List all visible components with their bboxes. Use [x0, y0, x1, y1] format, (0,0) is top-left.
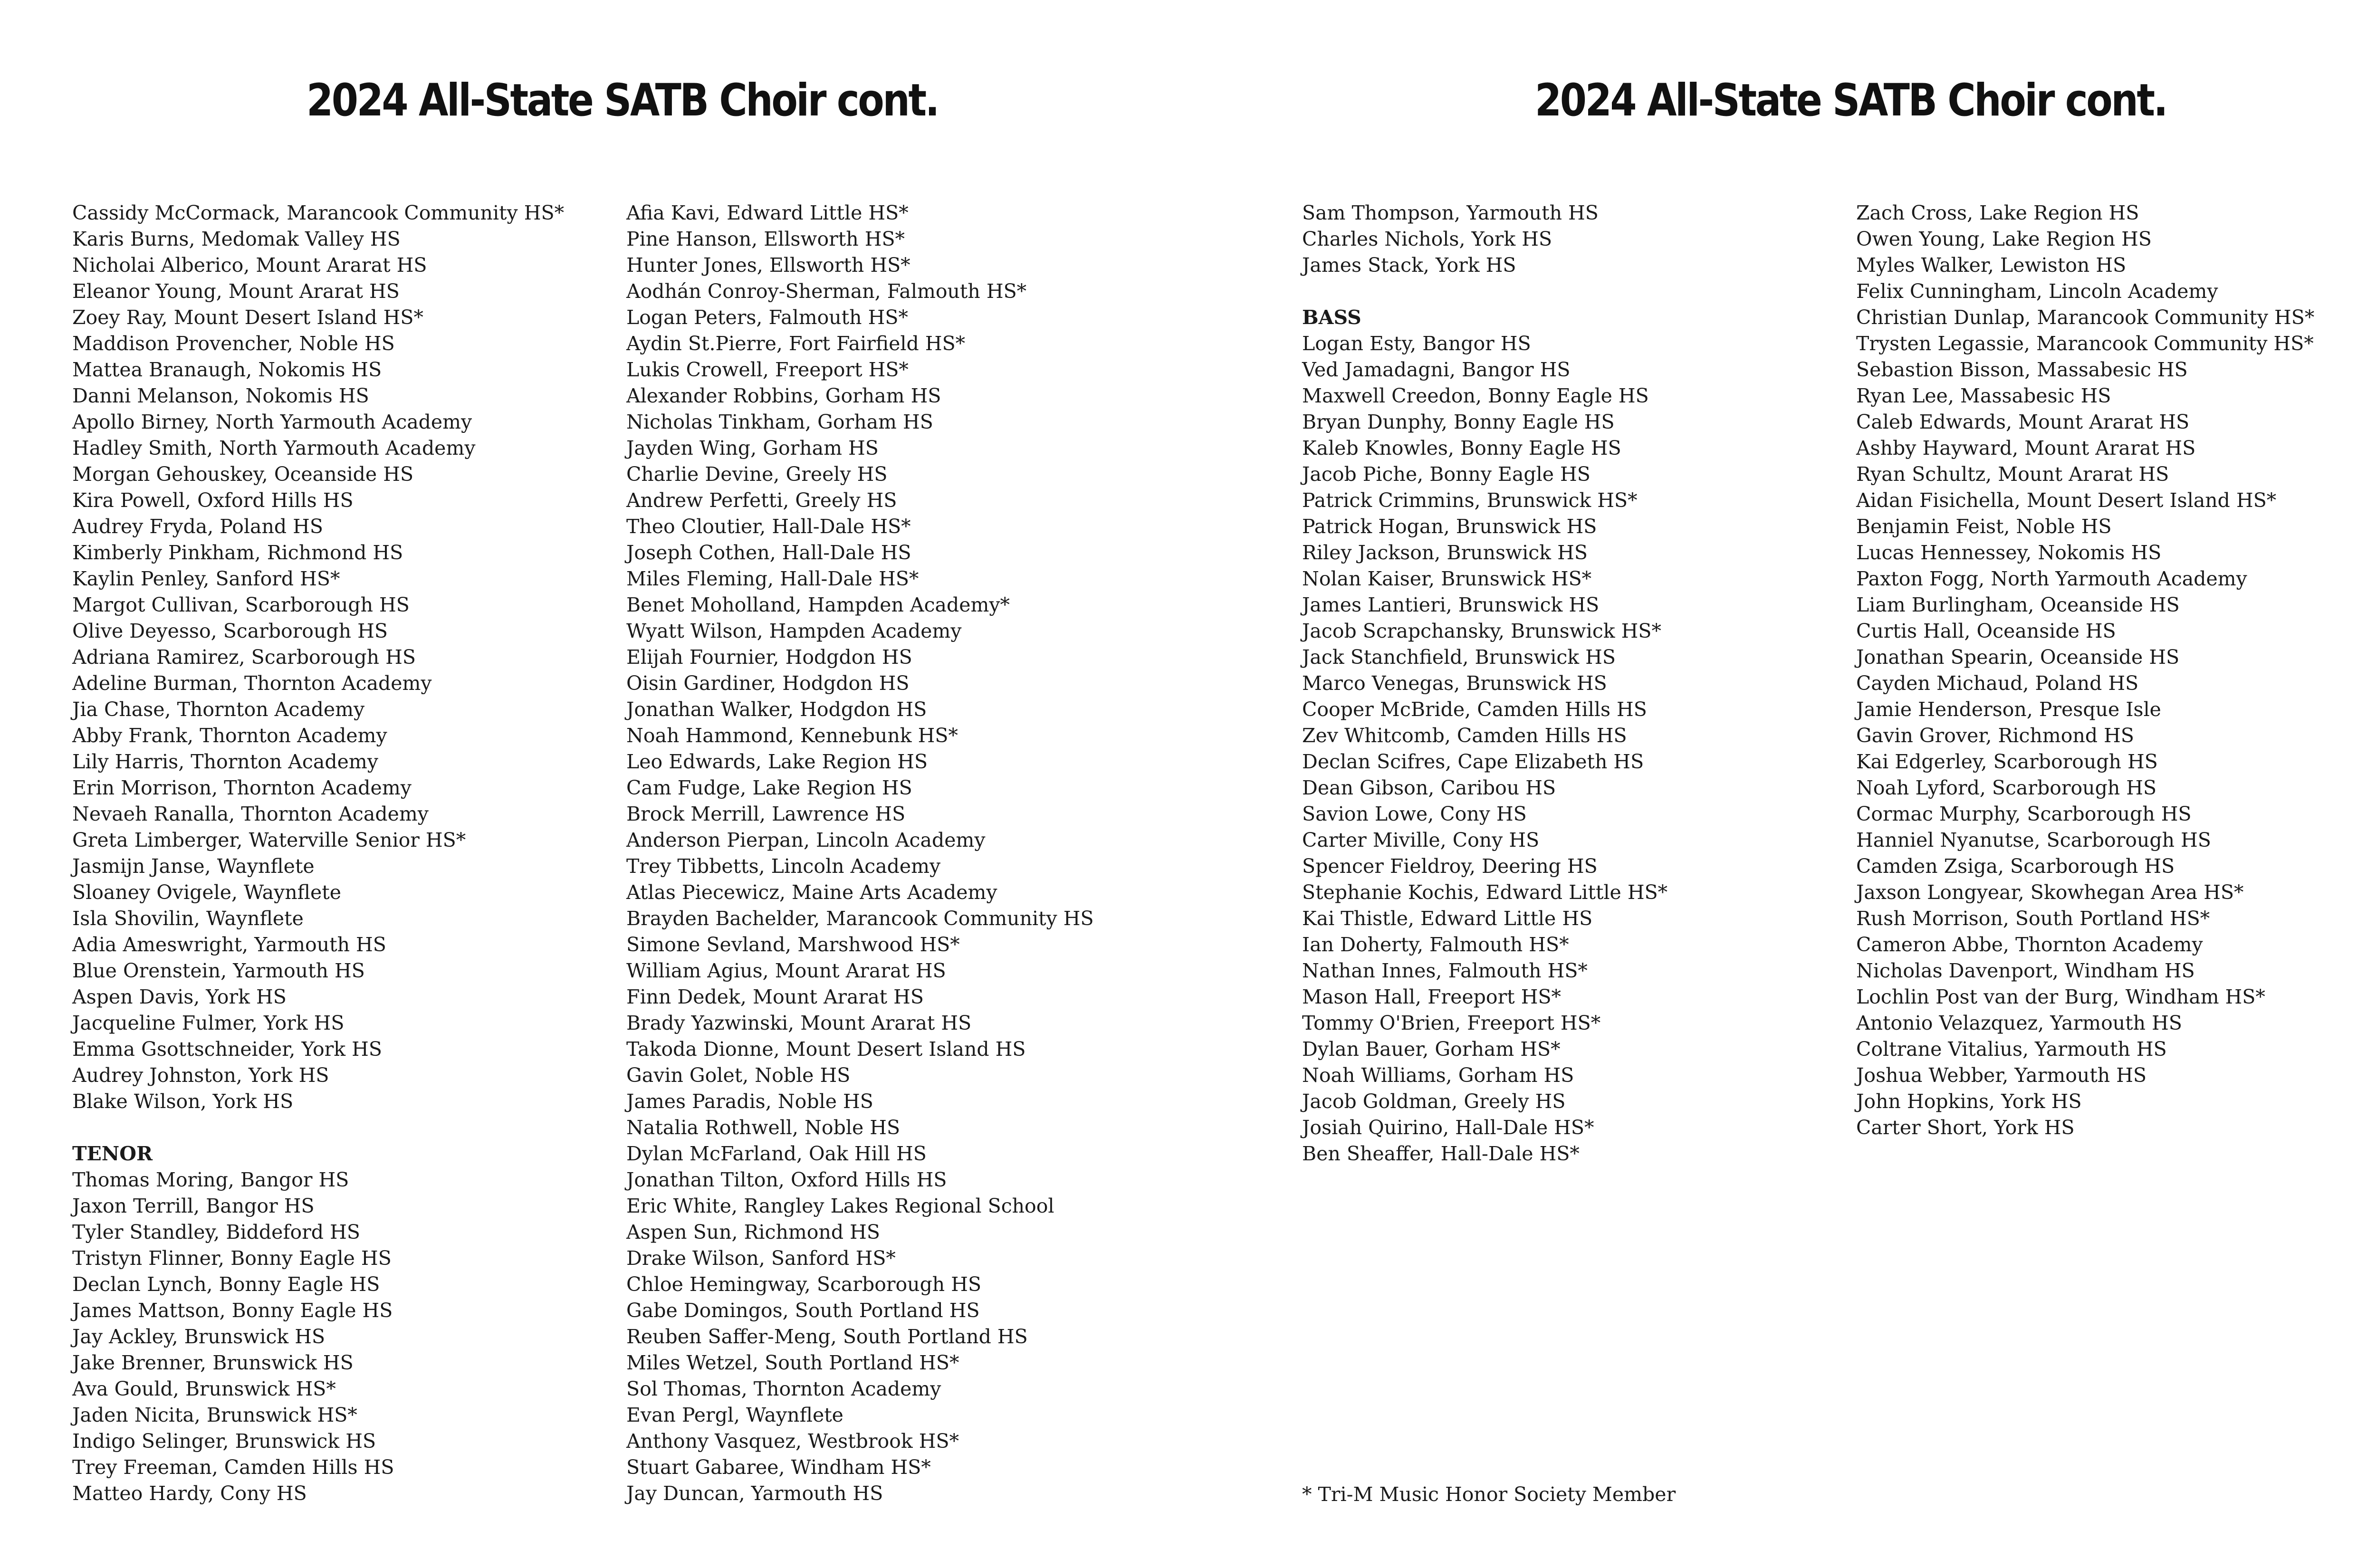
roster-entry: Logan Esty, Bangor HS [1302, 332, 1531, 355]
roster-entry: Matteo Hardy, Cony HS [72, 1482, 307, 1505]
roster-entry: Apollo Birney, North Yarmouth Academy [72, 411, 472, 433]
roster-entry: Aodhán Conroy-Sherman, Falmouth HS* [626, 280, 1027, 303]
roster-entry: Hadley Smith, North Yarmouth Academy [72, 437, 476, 459]
roster-entry: Nicholas Davenport, Windham HS [1856, 959, 2195, 982]
roster-entry: Jayden Wing, Gorham HS [626, 437, 879, 459]
roster-entry: Trey Freeman, Camden Hills HS [72, 1456, 394, 1479]
roster-entry: Jake Brenner, Brunswick HS [72, 1351, 354, 1374]
roster-entry: Tristyn Flinner, Bonny Eagle HS [72, 1247, 392, 1270]
roster-entry: Brady Yazwinski, Mount Ararat HS [626, 1012, 972, 1034]
roster-entry: Ryan Schultz, Mount Ararat HS [1856, 463, 2169, 486]
roster-entry: Greta Limberger, Waterville Senior HS* [72, 829, 466, 851]
tenor-list [72, 1167, 564, 1507]
roster-entry: Takoda Dionne, Mount Desert Island HS [626, 1038, 1026, 1061]
roster-entry: Jay Duncan, Yarmouth HS [626, 1482, 883, 1505]
tenor-heading: TENOR [72, 1142, 153, 1165]
roster-entry: Theo Cloutier, Hall-Dale HS* [626, 515, 911, 538]
roster-entry: Savion Lowe, Cony HS [1302, 803, 1527, 825]
roster-entry: Bryan Dunphy, Bonny Eagle HS [1302, 411, 1615, 433]
roster-entry: Lukis Crowell, Freeport HS* [626, 358, 909, 381]
roster-entry: Camden Zsiga, Scarborough HS [1856, 855, 2175, 878]
roster-entry: Benet Moholland, Hampden Academy* [626, 593, 1010, 616]
roster-entry: Riley Jackson, Brunswick HS [1302, 541, 1588, 564]
roster-entry: Felix Cunningham, Lincoln Academy [1856, 280, 2218, 303]
roster-entry: Nolan Kaiser, Brunswick HS* [1302, 567, 1592, 590]
roster-entry: Curtis Hall, Oceanside HS [1856, 620, 2116, 642]
roster-entry: Lily Harris, Thornton Academy [72, 750, 378, 773]
roster-entry: Karis Burns, Medomak Valley HS [72, 228, 401, 250]
roster-entry: Evan Pergl, Waynflete [626, 1404, 843, 1426]
roster-entry: Jay Ackley, Brunswick HS [72, 1325, 326, 1348]
roster-entry: Finn Dedek, Mount Ararat HS [626, 985, 924, 1008]
roster-entry: Mattea Branaugh, Nokomis HS [72, 358, 382, 381]
roster-entry: Trysten Legassie, Marancook Community HS* [1856, 332, 2314, 355]
roster-entry: Jonathan Walker, Hodgdon HS [626, 698, 927, 721]
roster-entry: Cassidy McCormack, Marancook Community HS* [72, 201, 565, 224]
roster-entry: Tyler Standley, Biddeford HS [72, 1221, 360, 1243]
roster-entry: Simone Sevland, Marshwood HS* [626, 933, 960, 956]
roster-entry: Sebastion Bisson, Massabesic HS [1856, 358, 2188, 381]
roster-entry: Josiah Quirino, Hall-Dale HS* [1302, 1116, 1594, 1139]
roster-entry: Jonathan Tilton, Oxford Hills HS [626, 1168, 947, 1191]
roster-entry: Carter Short, York HS [1856, 1116, 2075, 1139]
roster-entry: Charles Nichols, York HS [1302, 228, 1552, 250]
roster-entry: Mason Hall, Freeport HS* [1302, 985, 1562, 1008]
roster-entry: Andrew Perfetti, Greely HS [626, 489, 897, 512]
roster-entry: Logan Peters, Falmouth HS* [626, 306, 908, 329]
roster-entry: Blake Wilson, York HS [72, 1090, 294, 1113]
roster-entry: Jamie Henderson, Presque Isle [1856, 698, 2161, 721]
roster-entry: Ved Jamadagni, Bangor HS [1302, 358, 1571, 381]
section-spacer [72, 1115, 564, 1141]
roster-entry: Lochlin Post van der Burg, Windham HS* [1856, 985, 2266, 1008]
roster-entry: Gabe Domingos, South Portland HS [626, 1299, 980, 1322]
roster-entry: Aydin St.Pierre, Fort Fairfield HS* [626, 332, 966, 355]
roster-entry: Sam Thompson, Yarmouth HS [1302, 201, 1599, 224]
alto-list [72, 200, 564, 1115]
roster-entry: Kai Edgerley, Scarborough HS [1856, 750, 2158, 773]
section-spacer [1302, 278, 1667, 305]
roster-entry: Blue Orenstein, Yarmouth HS [72, 959, 365, 982]
roster-entry: Cooper McBride, Camden Hills HS [1302, 698, 1647, 721]
roster-entry: Jonathan Spearin, Oceanside HS [1856, 646, 2180, 669]
roster-entry: Hunter Jones, Ellsworth HS* [626, 254, 910, 277]
roster-entry: Jacqueline Fulmer, York HS [72, 1012, 345, 1034]
roster-entry: Kimberly Pinkham, Richmond HS [72, 541, 403, 564]
roster-entry: Dylan Bauer, Gorham HS* [1302, 1038, 1561, 1061]
roster-entry: Jack Stanchfield, Brunswick HS [1302, 646, 1616, 669]
page-title-right: 2024 All-State SATB Choir cont. [1535, 75, 2166, 126]
roster-entry: Jia Chase, Thornton Academy [72, 698, 365, 721]
roster-entry: Audrey Fryda, Poland HS [72, 515, 323, 538]
roster-entry: Jacob Scrapchansky, Brunswick HS* [1302, 620, 1661, 642]
roster-entry: Cormac Murphy, Scarborough HS [1856, 803, 2192, 825]
roster-entry: Cameron Abbe, Thornton Academy [1856, 933, 2203, 956]
roster-entry: Natalia Rothwell, Noble HS [626, 1116, 901, 1139]
roster-entry: Nicholai Alberico, Mount Ararat HS [72, 254, 427, 277]
footnote: * Tri-M Music Honor Society Member [1302, 1483, 1676, 1506]
roster-entry: Kaylin Penley, Sanford HS* [72, 567, 340, 590]
roster-entry: Tommy O'Brien, Freeport HS* [1302, 1012, 1601, 1034]
roster-entry: Thomas Moring, Bangor HS [72, 1168, 349, 1191]
roster-entry: Margot Cullivan, Scarborough HS [72, 593, 410, 616]
roster-entry: Morgan Gehouskey, Oceanside HS [72, 463, 414, 486]
roster-entry: John Hopkins, York HS [1856, 1090, 2082, 1113]
roster-entry: Abby Frank, Thornton Academy [72, 724, 387, 747]
roster-entry: Kaleb Knowles, Bonny Eagle HS [1302, 437, 1621, 459]
roster-entry: Eric White, Rangley Lakes Regional School [626, 1195, 1054, 1217]
roster-entry: Kai Thistle, Edward Little HS [1302, 907, 1593, 930]
roster-entry: Eleanor Young, Mount Ararat HS [72, 280, 400, 303]
roster-entry: Jacob Piche, Bonny Eagle HS [1302, 463, 1590, 486]
roster-entry: Maxwell Creedon, Bonny Eagle HS [1302, 384, 1649, 407]
roster-entry: Rush Morrison, South Portland HS* [1856, 907, 2210, 930]
roster-entry: Stephanie Kochis, Edward Little HS* [1302, 881, 1668, 904]
column-2 [626, 200, 1094, 1507]
roster-entry: Brock Merrill, Lawrence HS [626, 803, 906, 825]
roster-entry: Nicholas Tinkham, Gorham HS [626, 411, 933, 433]
roster-entry: Emma Gsottschneider, York HS [72, 1038, 382, 1061]
roster-entry: Isla Shovilin, Waynflete [72, 907, 304, 930]
roster-entry: Joshua Webber, Yarmouth HS [1856, 1064, 2147, 1087]
roster-entry: James Stack, York HS [1302, 254, 1516, 277]
roster-entry: Noah Lyford, Scarborough HS [1856, 776, 2157, 799]
roster-entry: Owen Young, Lake Region HS [1856, 228, 2152, 250]
roster-entry: Spencer Fieldroy, Deering HS [1302, 855, 1598, 878]
roster-entry: James Mattson, Bonny Eagle HS [72, 1299, 393, 1322]
roster-entry: Adeline Burman, Thornton Academy [72, 672, 432, 695]
roster-entry: James Paradis, Noble HS [626, 1090, 873, 1113]
roster-entry: Atlas Piecewicz, Maine Arts Academy [626, 881, 997, 904]
bass-heading: BASS [1302, 306, 1361, 329]
roster-entry: Joseph Cothen, Hall-Dale HS [626, 541, 911, 564]
roster-entry: Gavin Golet, Noble HS [626, 1064, 851, 1087]
roster-entry: Leo Edwards, Lake Region HS [626, 750, 928, 773]
roster-entry: Carter Miville, Cony HS [1302, 829, 1540, 851]
roster-entry: Elijah Fournier, Hodgdon HS [626, 646, 912, 669]
roster-entry: Reuben Saffer-Meng, South Portland HS [626, 1325, 1028, 1348]
tenor-end-list [1302, 200, 1667, 278]
roster-entry: Lucas Hennessey, Nokomis HS [1856, 541, 2162, 564]
roster-entry: Erin Morrison, Thornton Academy [72, 776, 412, 799]
roster-entry: Ben Sheaffer, Hall-Dale HS* [1302, 1142, 1580, 1165]
roster-entry: Zev Whitcomb, Camden Hills HS [1302, 724, 1627, 747]
roster-entry: Audrey Johnston, York HS [72, 1064, 329, 1087]
roster-entry: Jaden Nicita, Brunswick HS* [72, 1404, 357, 1426]
roster-entry: Jacob Goldman, Greely HS [1302, 1090, 1566, 1113]
roster-entry: Olive Deyesso, Scarborough HS [72, 620, 388, 642]
roster-entry: Cam Fudge, Lake Region HS [626, 776, 912, 799]
roster-entry: Wyatt Wilson, Hampden Academy [626, 620, 962, 642]
roster-entry: Aspen Sun, Richmond HS [626, 1221, 881, 1243]
roster-entry: Gavin Grover, Richmond HS [1856, 724, 2134, 747]
roster-entry: Ian Doherty, Falmouth HS* [1302, 933, 1569, 956]
roster-entry: Ashby Hayward, Mount Ararat HS [1856, 437, 2196, 459]
roster-entry: Miles Fleming, Hall-Dale HS* [626, 567, 919, 590]
roster-entry: Ava Gould, Brunswick HS* [72, 1377, 336, 1400]
column-4 [1856, 200, 2314, 1141]
roster-entry: Aspen Davis, York HS [72, 985, 287, 1008]
roster-entry: Maddison Provencher, Noble HS [72, 332, 395, 355]
roster-entry: Oisin Gardiner, Hodgdon HS [626, 672, 910, 695]
roster-entry: Jaxon Terrill, Bangor HS [72, 1195, 315, 1217]
roster-entry: Jaxson Longyear, Skowhegan Area HS* [1856, 881, 2244, 904]
roster-entry: Patrick Crimmins, Brunswick HS* [1302, 489, 1638, 512]
roster-entry: William Agius, Mount Ararat HS [626, 959, 946, 982]
roster-entry: James Lantieri, Brunswick HS [1302, 593, 1600, 616]
roster-entry: Afia Kavi, Edward Little HS* [626, 201, 909, 224]
roster-entry: Paxton Fogg, North Yarmouth Academy [1856, 567, 2247, 590]
roster-entry: Coltrane Vitalius, Yarmouth HS [1856, 1038, 2167, 1061]
roster-entry: Anderson Pierpan, Lincoln Academy [626, 829, 986, 851]
roster-entry: Myles Walker, Lewiston HS [1856, 254, 2127, 277]
roster-entry: Christian Dunlap, Marancook Community HS* [1856, 306, 2315, 329]
roster-entry: Aidan Fisichella, Mount Desert Island HS* [1856, 489, 2277, 512]
roster-entry: Marco Venegas, Brunswick HS [1302, 672, 1607, 695]
roster-entry: Adriana Ramirez, Scarborough HS [72, 646, 416, 669]
roster-entry: Pine Hanson, Ellsworth HS* [626, 228, 905, 250]
roster-entry: Declan Scifres, Cape Elizabeth HS [1302, 750, 1644, 773]
roster-entry: Jasmijn Janse, Waynflete [72, 855, 315, 878]
roster-entry: Stuart Gabaree, Windham HS* [626, 1456, 931, 1479]
roster-entry: Antonio Velazquez, Yarmouth HS [1856, 1012, 2182, 1034]
roster-entry: Dylan McFarland, Oak Hill HS [626, 1142, 927, 1165]
roster-entry: Danni Melanson, Nokomis HS [72, 384, 369, 407]
roster-entry: Charlie Devine, Greely HS [626, 463, 888, 486]
bass-cont-list [1856, 200, 2314, 1141]
roster-entry: Drake Wilson, Sanford HS* [626, 1247, 896, 1270]
roster-entry: Noah Hammond, Kennebunk HS* [626, 724, 958, 747]
roster-entry: Nevaeh Ranalla, Thornton Academy [72, 803, 429, 825]
roster-entry: Miles Wetzel, South Portland HS* [626, 1351, 959, 1374]
page-title-left: 2024 All-State SATB Choir cont. [307, 75, 938, 126]
roster-entry: Alexander Robbins, Gorham HS [626, 384, 941, 407]
tenor-cont-list [626, 200, 1094, 1507]
roster-entry: Trey Tibbetts, Lincoln Academy [626, 855, 941, 878]
roster-entry: Chloe Hemingway, Scarborough HS [626, 1273, 982, 1296]
roster-entry: Caleb Edwards, Mount Ararat HS [1856, 411, 2190, 433]
column-3 [1302, 200, 1667, 1167]
roster-entry: Zoey Ray, Mount Desert Island HS* [72, 306, 424, 329]
roster-entry: Hanniel Nyanutse, Scarborough HS [1856, 829, 2211, 851]
roster-entry: Noah Williams, Gorham HS [1302, 1064, 1574, 1087]
roster-entry: Anthony Vasquez, Westbrook HS* [626, 1430, 959, 1453]
roster-entry: Dean Gibson, Caribou HS [1302, 776, 1556, 799]
roster-entry: Benjamin Feist, Noble HS [1856, 515, 2112, 538]
roster-entry: Zach Cross, Lake Region HS [1856, 201, 2139, 224]
roster-entry: Patrick Hogan, Brunswick HS [1302, 515, 1597, 538]
roster-entry: Adia Ameswright, Yarmouth HS [72, 933, 386, 956]
roster-entry: Ryan Lee, Massabesic HS [1856, 384, 2111, 407]
bass-list [1302, 331, 1667, 1167]
roster-entry: Brayden Bachelder, Marancook Community HS [626, 907, 1094, 930]
roster-entry: Declan Lynch, Bonny Eagle HS [72, 1273, 380, 1296]
roster-entry: Cayden Michaud, Poland HS [1856, 672, 2139, 695]
roster-entry: Liam Burlingham, Oceanside HS [1856, 593, 2180, 616]
roster-entry: Kira Powell, Oxford Hills HS [72, 489, 354, 512]
roster-entry: Sol Thomas, Thornton Academy [626, 1377, 941, 1400]
column-1 [72, 200, 564, 1507]
roster-entry: Indigo Selinger, Brunswick HS [72, 1430, 376, 1453]
roster-entry: Nathan Innes, Falmouth HS* [1302, 959, 1588, 982]
roster-entry: Sloaney Ovigele, Waynflete [72, 881, 341, 904]
